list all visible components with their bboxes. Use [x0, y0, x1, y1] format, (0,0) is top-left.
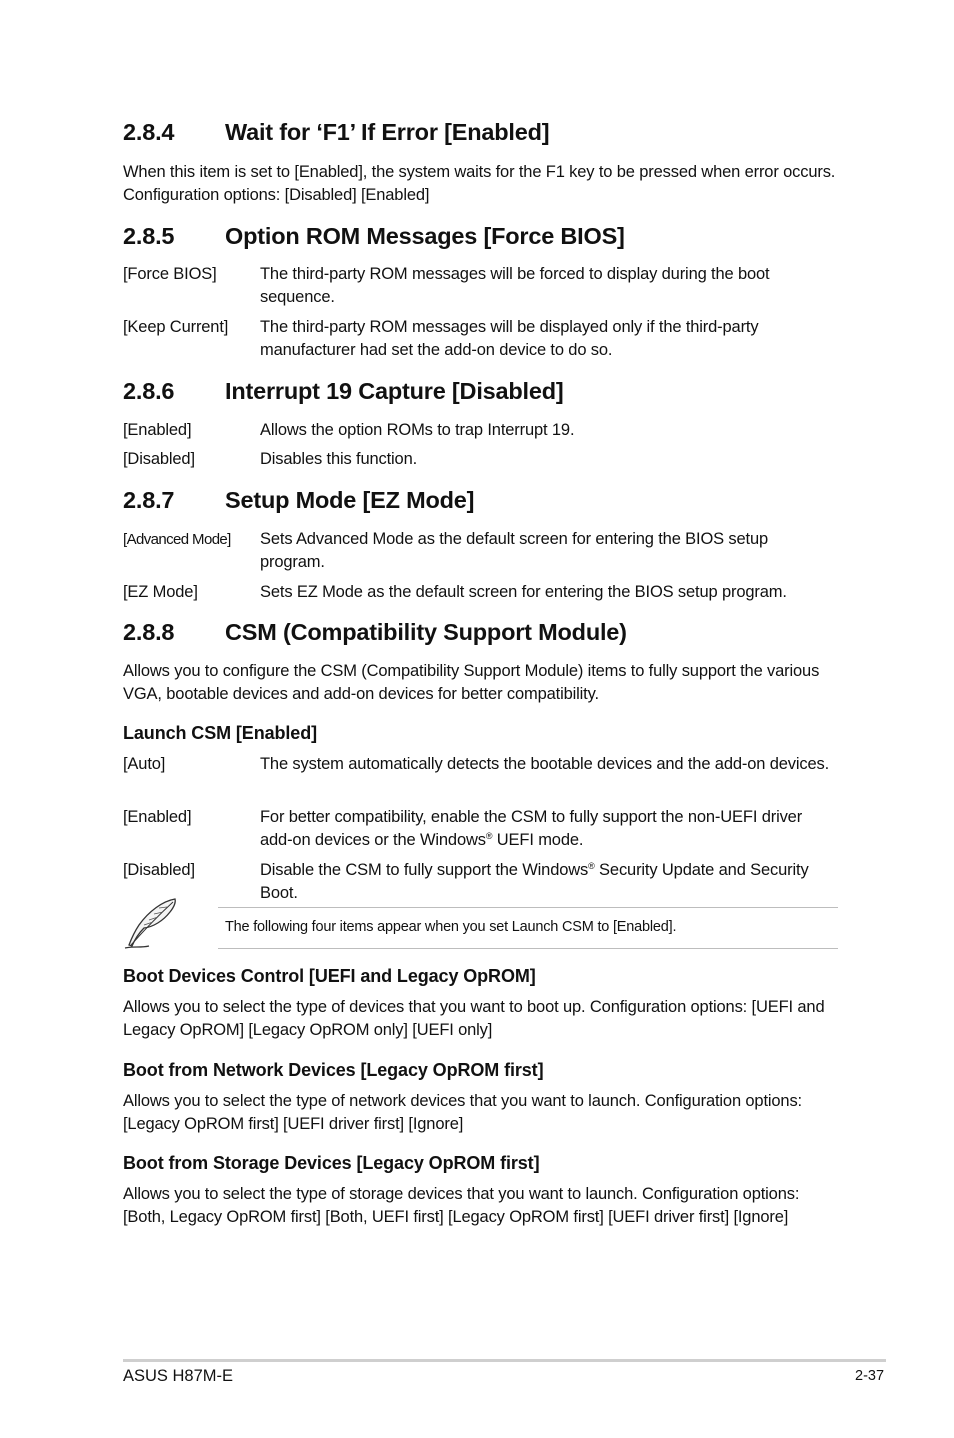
registered-mark: ® — [588, 861, 595, 871]
option-term: [EZ Mode] — [123, 583, 198, 601]
launch-csm-heading: Launch CSM [Enabled] — [123, 723, 318, 743]
boot-storage-heading: Boot from Storage Devices [Legacy OpROM first] — [123, 1153, 540, 1173]
boot-devices-control-description: Allows you to select the type of devices that you want to boot up. Configuration options: [UEFI and Legacy OpROM] [Legacy OpROM only] [UEFI only] — [123, 998, 825, 1039]
section-title: Interrupt 19 Capture [Disabled] — [225, 378, 564, 404]
heading-2-8-8 — [123, 619, 627, 646]
section-title: Option ROM Messages [Force BIOS] — [225, 223, 625, 249]
option-term: [Advanced Mode] — [123, 531, 231, 548]
section-number: 2.8.8 — [123, 619, 175, 645]
heading-2-8-4 — [123, 119, 549, 146]
option-desc: The third-party ROM messages will be forced to display during the boot sequence. — [260, 265, 770, 306]
option-desc — [260, 806, 830, 852]
csm-description: Allows you to configure the CSM (Compatibility Support Module) items to fully support the various VGA, bootable devices and add-on devices for better compatibility. — [123, 662, 820, 703]
option-term: [Enabled] — [123, 421, 192, 439]
quill-pen-icon — [123, 895, 181, 953]
option-desc-part: Disable the CSM to fully support the Windows — [260, 861, 589, 879]
section-number: 2.8.6 — [123, 378, 175, 404]
option-desc-part: UEFI mode. — [492, 831, 584, 849]
heading-2-8-5 — [123, 223, 625, 250]
heading-2-8-7 — [123, 487, 474, 514]
option-term: [Enabled] — [123, 808, 192, 826]
option-desc: Sets EZ Mode as the default screen for entering the BIOS setup program. — [260, 583, 787, 601]
option-desc-part: For better compatibility, enable the CSM to fully support the non-UEFI driver add-on devices or the Windows — [260, 808, 803, 849]
option-term: [Keep Current] — [123, 318, 229, 336]
boot-storage-description: Allows you to select the type of storage devices that you want to launch. Configuration options: [Both, Legacy OpROM first] [Both, UEFI first] [Legacy OpROM first] [UEFI driver first] [Ignore] — [123, 1185, 800, 1226]
registered-mark: ® — [485, 831, 493, 841]
section-number: 2.8.4 — [123, 119, 175, 145]
heading-2-8-6 — [123, 378, 564, 405]
wait-f1-description: When this item is set to [Enabled], the system waits for the F1 key to be pressed when error occurs. Configuration options: [Disabled] [Enabled] — [123, 163, 836, 204]
option-desc: Disables this function. — [260, 450, 418, 468]
section-number: 2.8.7 — [123, 487, 175, 513]
note-box — [218, 907, 838, 949]
option-desc: The third-party ROM messages will be displayed only if the third-party manufacturer had set the add-on device to do so. — [260, 318, 759, 359]
section-number: 2.8.5 — [123, 223, 175, 249]
boot-devices-control-heading: Boot Devices Control [UEFI and Legacy OpROM] — [123, 966, 536, 986]
option-desc: Sets Advanced Mode as the default screen for entering the BIOS setup program. — [260, 530, 769, 571]
footer-rule — [123, 1359, 886, 1362]
boot-network-heading: Boot from Network Devices [Legacy OpROM first] — [123, 1060, 544, 1080]
boot-network-description: Allows you to select the type of network devices that you want to launch. Configuration options: [Legacy OpROM first] [UEFI driver first] [Ignore] — [123, 1092, 802, 1133]
option-term: [Disabled] — [123, 450, 195, 468]
section-title: Setup Mode [EZ Mode] — [225, 487, 475, 513]
option-desc: The system automatically detects the bootable devices and the add-on devices. — [260, 755, 830, 773]
option-term: [Disabled] — [123, 861, 195, 879]
option-desc-part: Security Update and Security Boot. — [260, 861, 809, 902]
option-desc: Allows the option ROMs to trap Interrupt 19. — [260, 421, 575, 439]
note-text: The following four items appear when you set Launch CSM to [Enabled]. — [225, 919, 677, 935]
section-title: Wait for ‘F1’ If Error [Enabled] — [225, 119, 550, 145]
option-term: [Auto] — [123, 755, 166, 773]
section-title: CSM (Compatibility Support Module) — [225, 619, 627, 645]
option-term: [Force BIOS] — [123, 265, 217, 283]
footer-product-name: ASUS H87M-E — [123, 1367, 234, 1385]
option-desc — [260, 859, 830, 905]
footer-page-number: 2-37 — [855, 1368, 885, 1384]
